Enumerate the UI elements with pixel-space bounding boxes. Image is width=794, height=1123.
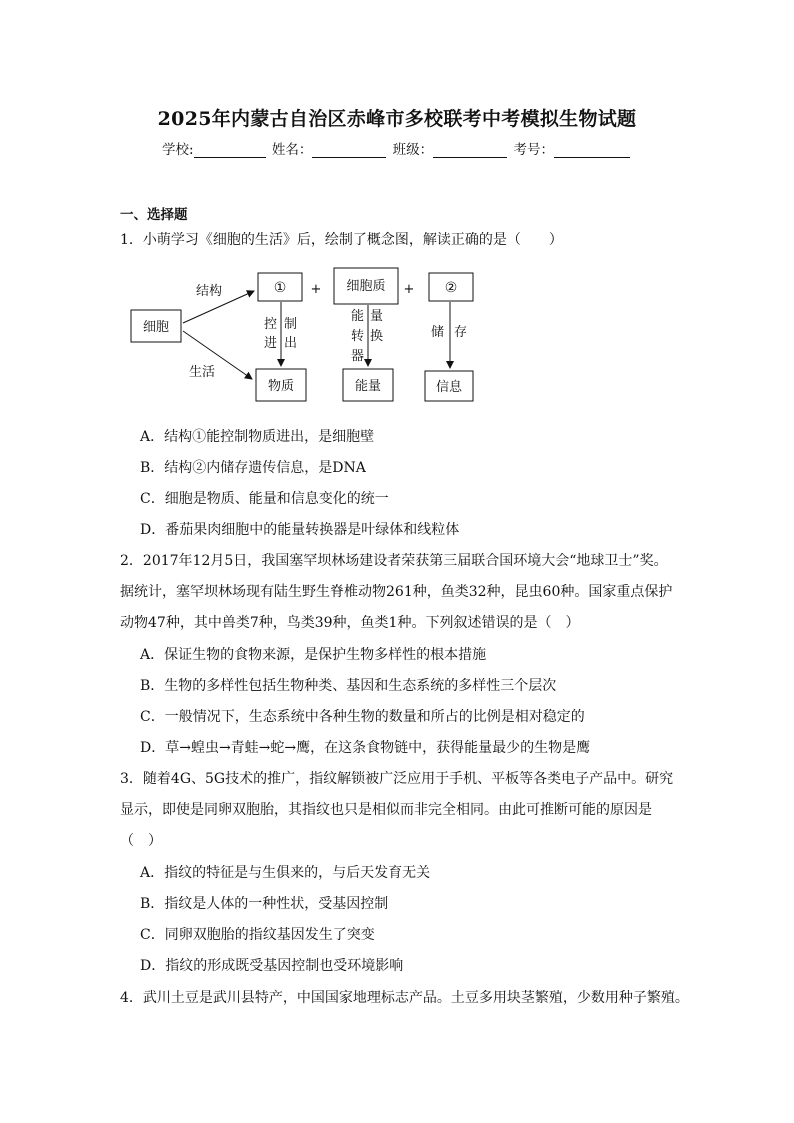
q3-line-2: 显示，即使是同卵双胞胎，其指纹也只是相似而非完全相同。由此可推断可能的原因是 — [120, 802, 652, 818]
store-char-2: 存 — [454, 325, 468, 340]
energy-char-3: 转 — [351, 329, 365, 344]
energy-label: 能量 — [354, 379, 382, 394]
control-char-2: 制 — [284, 317, 298, 332]
school-field[interactable] — [194, 143, 266, 158]
control-char-1: 控 — [264, 317, 278, 332]
store-char-1: 储 — [431, 325, 445, 340]
q2-line-1: 2．2017年12月5日，我国塞罕坝林场建设者荣获第三届联合国环境大会“地球卫士”奖。 — [120, 553, 668, 569]
structure-label: 结构 — [196, 284, 223, 299]
class-label: 班级： — [392, 142, 434, 158]
cytoplasm-label: 细胞质 — [346, 279, 386, 294]
energy-char-1: 能 — [351, 309, 365, 324]
number-field[interactable] — [554, 143, 630, 158]
structure2-label: ② — [444, 280, 458, 296]
q1-stem: 1．小萌学习《细胞的生活》后，绘制了概念图，解读正确的是（ ） — [120, 232, 563, 248]
exam-title: 2025年内蒙古自治区赤峰市多校联考中考模拟生物试题 — [157, 108, 637, 130]
control-char-4: 出 — [284, 336, 298, 351]
plus1: + — [310, 282, 322, 297]
control-char-3: 进 — [264, 336, 278, 351]
name-label: 姓名： — [271, 142, 313, 158]
life-label: 生活 — [189, 365, 216, 380]
q2-option-a[interactable]: A．保证生物的食物来源，是保护生物多样性的根本措施 — [140, 647, 487, 663]
q1-option-c[interactable]: C．细胞是物质、能量和信息变化的统一 — [140, 491, 389, 507]
energy-char-4: 换 — [370, 329, 384, 344]
info-label: 信息 — [435, 380, 463, 395]
name-field[interactable] — [312, 143, 386, 158]
matter-label: 物质 — [267, 379, 295, 394]
school-label: 学校: — [162, 142, 194, 158]
q3-option-d[interactable]: D．指纹的形成既受基因控制也受环境影响 — [140, 958, 404, 974]
q4-line-1: 4．武川土豆是武川县特产，中国国家地理标志产品。土豆多用块茎繁殖，少数用种子繁殖。 — [120, 990, 689, 1006]
section-heading: 一、选择题 — [120, 207, 188, 223]
q1-option-a[interactable]: A．结构①能控制物质进出，是细胞壁 — [140, 429, 375, 445]
q3-option-c[interactable]: C．同卵双胞胎的指纹基因发生了突变 — [140, 927, 375, 943]
q2-option-d[interactable]: D．草→蝗虫→青蛙→蛇→鹰，在这条食物链中，获得能量最少的生物是鹰 — [140, 740, 591, 756]
q1-option-b[interactable]: B．结构②内储存遗传信息，是DNA — [140, 460, 366, 476]
energy-char-2: 量 — [370, 309, 384, 324]
q2-line-2: 据统计，塞罕坝林场现有陆生野生脊椎动物261种，鱼类32种，昆虫60种。国家重点保护 — [120, 584, 673, 600]
student-info-row — [0, 138, 794, 158]
class-field[interactable] — [433, 143, 507, 158]
concept-diagram — [125, 265, 485, 410]
energy-char-5: 器 — [351, 349, 365, 364]
q3-option-a[interactable]: A．指纹的特征是与生俱来的，与后天发育无关 — [140, 865, 431, 881]
number-label: 考号： — [513, 142, 554, 158]
plus2: + — [403, 282, 415, 297]
cell-label: 细胞 — [142, 320, 170, 335]
structure1-label: ① — [273, 280, 287, 296]
q2-option-b[interactable]: B．生物的多样性包括生物种类、基因和生态系统的多样性三个层次 — [140, 678, 557, 694]
q2-line-3: 动物47种，其中兽类7种，鸟类39种，鱼类1种。下列叙述错误的是（ ） — [120, 615, 580, 631]
q2-option-c[interactable]: C．一般情况下，生态系统中各种生物的数量和所占的比例是相对稳定的 — [140, 709, 585, 725]
q3-line-1: 3．随着4G、5G技术的推广，指纹解锁被广泛应用于手机、平板等各类电子产品中。研究 — [120, 771, 674, 787]
q3-line-3: （ ） — [120, 833, 162, 849]
q3-option-b[interactable]: B．指纹是人体的一种性状，受基因控制 — [140, 896, 389, 912]
q1-option-d[interactable]: D．番茄果肉细胞中的能量转换器是叶绿体和线粒体 — [140, 522, 460, 538]
